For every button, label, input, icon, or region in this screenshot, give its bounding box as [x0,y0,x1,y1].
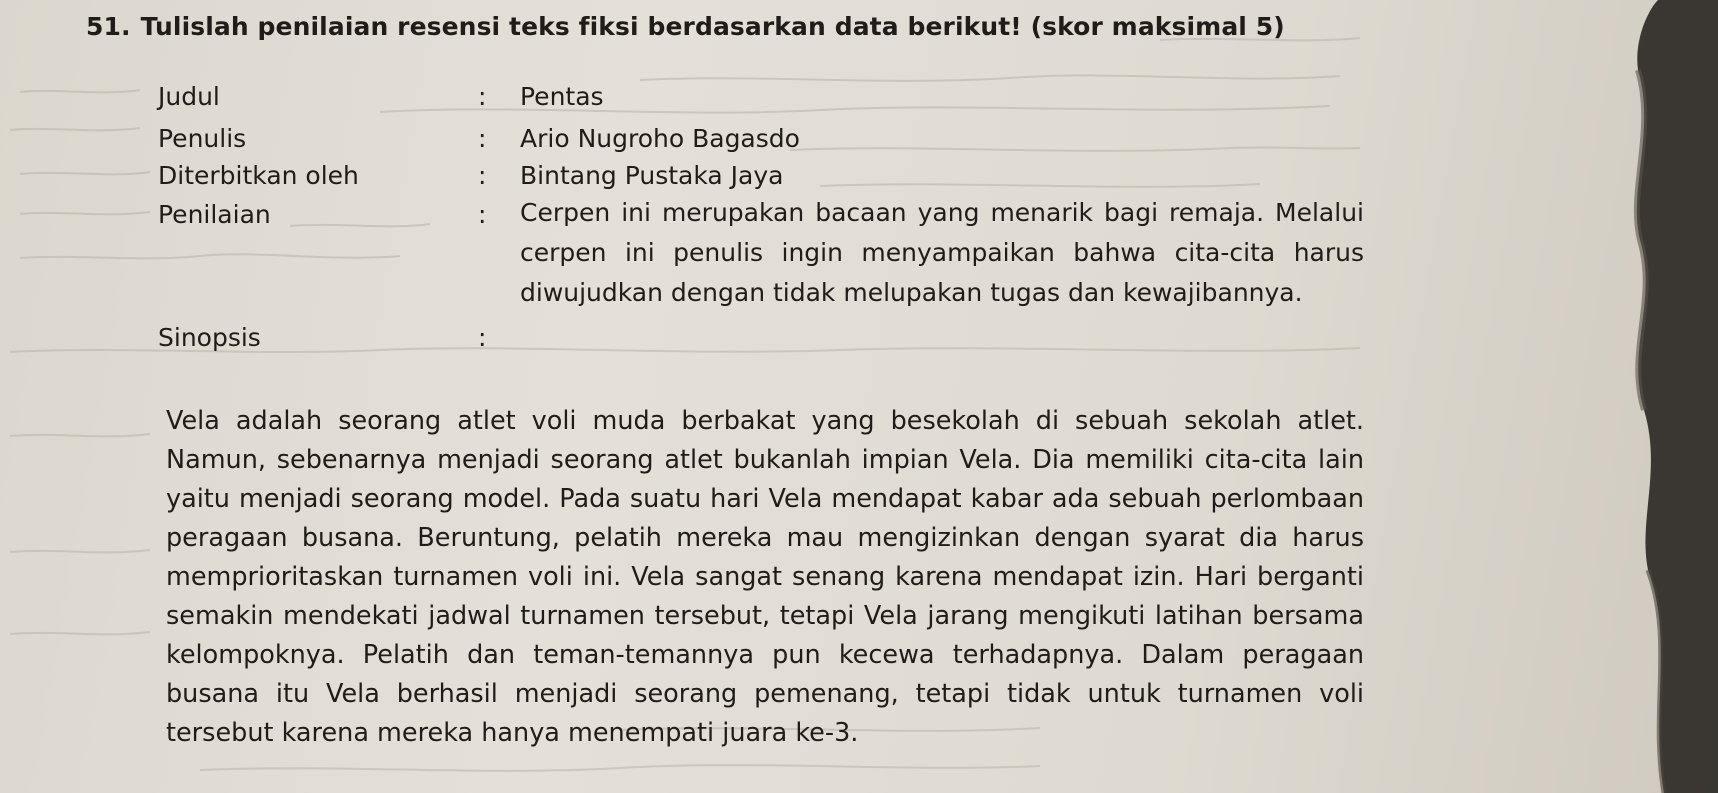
field-colon-judul: : [478,82,487,111]
field-value-penulis: Ario Nugroho Bagasdo [520,124,800,153]
field-colon-penerbit: : [478,161,487,190]
field-colon-sinopsis: : [478,323,487,352]
question-heading [86,12,1285,41]
field-label-judul: Judul [158,82,220,111]
field-label-penilaian: Penilaian [158,200,271,229]
field-value-penerbit: Bintang Pustaka Jaya [520,161,784,190]
field-colon-penulis: : [478,124,487,153]
field-value-penilaian: Cerpen ini merupakan bacaan yang menarik bagi remaja. Melalui cerpen ini penulis ingin menyampaikan bahwa cita-cita harus diwujudkan dengan tidak melupakan tugas dan kewajibannya. [520,198,1364,307]
question-text: Tulislah penilaian resensi teks fiksi berdasarkan data berikut! (skor maksimal 5) [140,12,1285,41]
sinopsis-paragraph: Vela adalah seorang atlet voli muda berbakat yang besekolah di sebuah sekolah atlet. Namun, sebenarnya menjadi seorang atlet bukanlah impian Vela. Dia memiliki cita-cita lain yaitu menjadi seorang model. Pada suatu hari Vela mendapat kabar ada sebuah perlombaan peragaan busana. Beruntung, pelatih mereka mau mengizinkan dengan syarat dia harus memprioritaskan turnamen voli ini. Vela sangat senang karena mendapat izin. Hari berganti semakin mendekati jadwal turnamen tersebut, tetapi Vela jarang mengikuti latihan bersama kelompoknya. Pelatih dan teman-temannya pun kecewa terhadapnya. Dalam peragaan busana itu Vela berhasil menjadi seorang pemenang, tetapi tidak untuk turnamen voli tersebut karena mereka hanya menempati juara ke-3. [166,406,1364,748]
field-colon-penilaian: : [478,200,487,229]
question-number: 51. [86,12,131,41]
field-label-penerbit: Diterbitkan oleh [158,161,359,190]
dark-fabric-edge [1578,0,1718,793]
field-label-sinopsis: Sinopsis [158,323,261,352]
field-value-judul: Pentas [520,82,604,111]
field-label-penulis: Penulis [158,124,247,153]
